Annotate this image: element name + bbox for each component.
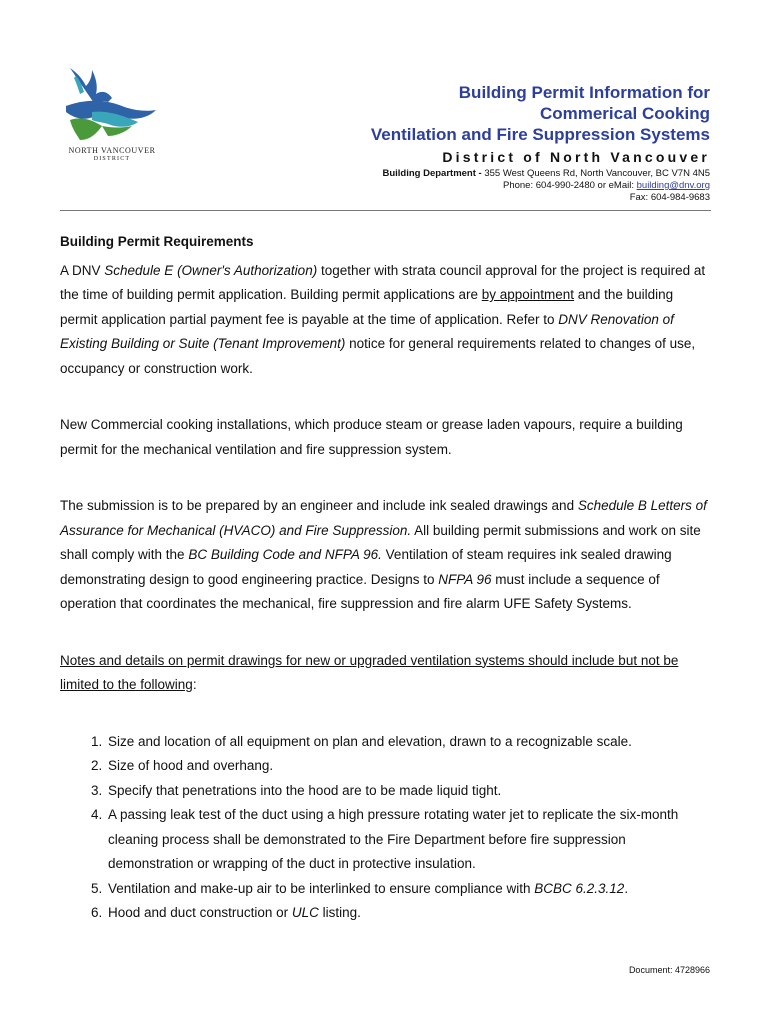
district-name: District of North Vancouver (442, 149, 710, 165)
document-title (290, 82, 710, 145)
title-line-2: Commerical Cooking (539, 104, 710, 123)
list-item: 3. Specify that penetrations into the hood are to be made liquid tight. (106, 779, 710, 804)
address-line (290, 168, 710, 180)
contact-block (290, 168, 710, 204)
by-appointment: by appointment (481, 287, 575, 302)
logo-name-line2: DISTRICT (93, 156, 131, 162)
document-body (60, 230, 710, 926)
eagle-emblem (66, 68, 156, 140)
header-divider (60, 210, 711, 211)
nfpa-ref: NFPA 96 (438, 571, 492, 587)
p1-text-2: together with strata council approval for the project is required at the time of building permit application. Building permit applications are (60, 262, 706, 302)
dept-label: Building Department - (382, 168, 482, 179)
renovation-notice-ref: DNV Renovation of Existing Building or Suite (Tenant Improvement) (60, 311, 674, 351)
p3-text-1: The submission is to be prepared by an engineer and include ink sealed drawings and (60, 498, 578, 513)
phone-email-line (290, 180, 710, 192)
paragraph-requirements (60, 259, 710, 382)
notes-heading (60, 649, 710, 698)
notes-colon: : (192, 677, 197, 692)
bcbc-ref: BCBC 6.2.3.12 (534, 880, 625, 896)
schedule-e-ref: Schedule E (Owner's Authorization) (104, 262, 318, 278)
list-item: 1. Size and location of all equipment on plan and elevation, drawn to a recognizable scale. (106, 730, 710, 755)
p3-text-2: All building permit submissions and work on site shall comply with the (60, 522, 701, 562)
p1-text-4: notice for general requirements related to changes of use, occupancy or construction work. (60, 336, 696, 376)
p1-text-3: and the building permit application partial payment fee is payable at the time of application. Refer to (60, 287, 674, 327)
phone: Phone: 604-990-2480 or eMail: (503, 180, 634, 191)
notes-underlined: Notes and details on permit drawings for new or upgraded ventilation systems should include but not be limited to the following (60, 652, 679, 692)
ulc-ref: ULC (291, 905, 319, 920)
email-link[interactable]: building@dnv.org (636, 180, 710, 191)
requirements-list (60, 730, 710, 926)
fax: Fax: 604-984-9683 (629, 192, 710, 203)
list-item: 2. Size of hood and overhang. (106, 754, 710, 779)
p3-text-4: must include a sequence of operation that coordinates the mechanical, fire suppression and fire alarm UFE Safety Systems. (60, 571, 660, 611)
logo-name-line1: NORTH VANCOUVER (68, 146, 156, 155)
paragraph-new-installations: New Commercial cooking installations, which produce steam or grease laden vapours, require a building permit for the mechanical ventilation and fire suppression system. (60, 417, 683, 457)
title-line-3: Ventilation and Fire Suppression Systems (370, 125, 710, 144)
document-number: Document: 4728966 (628, 965, 710, 975)
paragraph-submission (60, 494, 710, 617)
bc-code-ref: BC Building Code and NFPA 96. (188, 547, 382, 562)
schedule-b-ref: Schedule B Letters of Assurance for Mechanical (HVACO) and Fire Suppression. (60, 498, 707, 538)
address: 355 West Queens Rd, North Vancouver, BC V7N 4N5 (484, 168, 710, 179)
list-item: 4. A passing leak test of the duct using a high pressure rotating water jet to replicate the six-month cleaning process shall be demonstrated to the Fire Department before fire suppression demonstration or wrapping of the duct in protective insulation. (106, 803, 710, 877)
list-item: 5. Ventilation and make-up air to be interlinked to ensure compliance with BCBC 6.2.3.12. (106, 877, 710, 902)
title-line-1: Building Permit Information for (458, 83, 710, 102)
p1-text-1: A DNV (60, 262, 105, 278)
logo-text (52, 146, 172, 162)
section-title: Building Permit Requirements (60, 234, 254, 249)
document-header (290, 82, 710, 204)
list-item: 6. Hood and duct construction or ULC listing. (106, 901, 710, 926)
p3-text-3: Ventilation of steam requires ink sealed drawing demonstrating design to good engineering practice. Designs to (60, 547, 672, 587)
